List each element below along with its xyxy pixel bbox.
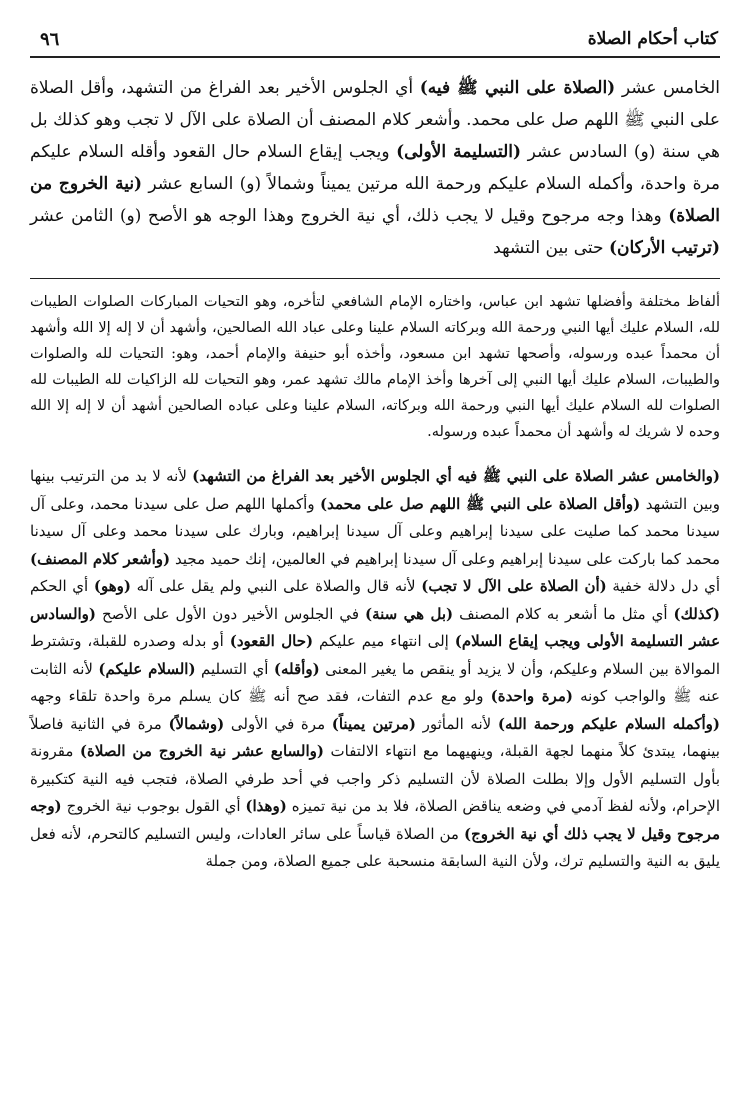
commentary-bold: (والخامس عشر الصلاة على النبي ﷺ فيه أي الجلوس الأخير بعد الفراغ من التشهد): [192, 467, 721, 485]
commentary-segment: لأنه المأثور: [415, 714, 498, 733]
running-title: كتاب أحكام الصلاة: [587, 29, 718, 49]
main-text-bold: (التسليمة الأولى): [396, 142, 522, 162]
commentary-segment: أي القول بوجوب نية الخروج: [61, 797, 246, 815]
commentary-bold: (بل هي سنة): [365, 604, 454, 623]
commentary-bold: (وأقله): [273, 659, 320, 678]
main-text-segment: حتى بين التشهد: [493, 238, 609, 258]
commentary-segment: وأكملها اللهم صل على سيدنا محمد، وعلى آل سيدنا محمد كما صليت على سيدنا إبراهيم وعلى آل سيدنا إبراهيم، وبارك على سيدنا محمد وعلى آل سيدنا محمد كما باركت على سيدنا إبراهيم وعلى آل سيدنا إبراهيم في العالمين، إنك حميد مجيد: [30, 494, 720, 568]
commentary-bold: (والسابع عشر نية الخروج من الصلاة): [79, 742, 324, 760]
commentary-segment: أو بدله وصدره للقبلة، وتشترط الموالاة بين السلام وعليكم، وأن لا يزيد أو ينقص ما يغير المعنى: [30, 632, 720, 678]
commentary-bold: (كذلك): [673, 604, 720, 623]
commentary-bold: (السلام عليكم): [98, 659, 196, 678]
commentary-bold: (وهذا): [245, 797, 287, 815]
commentary-segment: ولو مع عدم التفات، فقد صح أنه ﷺ كان يسلم مرة واحدة تلقاء وجهه: [30, 687, 491, 705]
main-text-bold: (ترتيب الأركان): [608, 238, 720, 258]
book-page: [30, 22, 720, 1092]
commentary-bold: (وأكمله السلام عليكم ورحمة الله): [497, 714, 720, 733]
main-text: [30, 72, 720, 264]
main-text-bold: (نية الخروج من الصلاة): [30, 174, 720, 226]
commentary-segment: في الجلوس الأخير دون الأول على الأصح: [96, 604, 365, 623]
page-number: ٩٦: [40, 28, 60, 50]
commentary-bold: (مرتين يميناً): [331, 714, 416, 733]
commentary-text: [30, 463, 720, 876]
commentary-segment: من الصلاة قياساً على سائر العادات، وليس التسليم كالتحرم، لأنه فعل يليق به النية والتسليم ترك، ولأن النية السابقة منسحبة على جميع الصلاة، ومن جملة: [30, 824, 720, 870]
commentary-segment: مقرونة بأول التسليم الأول وإلا بطلت الصلاة لأن التسليم ذكر واجب في أحد طرفي الصلاة، فتجب فيه النية كتكبيرة الإحرام، ولأنه لفظ آدمي في وضعه يناقض الصلاة، فلا بد من نية تميزه: [30, 742, 720, 815]
page-header: [30, 22, 720, 58]
main-text-segment: الخامس عشر: [615, 78, 720, 98]
commentary-segment: لأنه لا بد من الترتيب بينها وبين التشهد: [30, 467, 720, 513]
commentary-bold: (وهو): [93, 577, 131, 595]
commentary-segment: أي دل دلالة خفية: [606, 577, 720, 595]
commentary-bold: (وجه مرجوح وقيل لا يجب ذلك أي نية الخروج): [30, 797, 720, 843]
commentary-segment: أي الحكم: [30, 577, 94, 595]
main-text-paragraph: [30, 72, 720, 264]
commentary-bold: (حال القعود): [229, 632, 314, 650]
footnote-separator: [30, 278, 720, 279]
commentary-bold: (والسادس عشر التسليمة الأولى ويجب إيقاع السلام): [30, 604, 721, 650]
commentary-segment: أي مثل ما أشعر به كلام المصنف: [453, 604, 674, 623]
commentary-segment: إلى انتهاء ميم عليكم: [313, 632, 455, 650]
commentary-bold: (وأقل الصلاة على النبي ﷺ اللهم صل على محمد): [320, 494, 641, 513]
commentary-segment: لأنه قال والصلاة على النبي ولم يقل على آله: [130, 577, 422, 595]
main-text-segment: أي الجلوس الأخير بعد الفراغ من التشهد، وأقل الصلاة على النبي ﷺ اللهم صل على محمد. وأشعر كلام المصنف أن الصلاة على الآل لا تجب وهو كذلك بل هي سنة (و) السادس عشر: [30, 78, 720, 162]
commentary-segment: مرة في الثانية فاصلاً بينهما، يبتدئ كلاً منهما لجهة القبلة، وينهيهما مع انتهاء الالتفات: [30, 714, 720, 760]
commentary-segment: مرة في الأولى: [224, 714, 332, 733]
commentary-bold: (وشمالاً): [168, 714, 225, 733]
main-text-segment: ويجب إيقاع السلام حال القعود وأقله السلام عليكم مرة واحدة، وأكمله السلام عليكم ورحمة الله مرتين يميناً وشمالاً (و) السابع عشر: [30, 142, 720, 194]
main-text-bold: (الصلاة على النبي ﷺ فيه): [419, 78, 616, 98]
commentary-bold: (وأشعر كلام المصنف): [30, 549, 171, 568]
commentary-segment: أي التسليم: [195, 659, 274, 678]
commentary-bold: (مرة واحدة): [490, 687, 573, 705]
commentary-paragraph: [30, 463, 720, 876]
commentary-segment: لأنه الثابت عنه ﷺ والواجب كونه: [30, 659, 720, 705]
footnote: [30, 289, 720, 445]
commentary-bold: (أن الصلاة على الآل لا تجب): [421, 577, 607, 595]
main-text-segment: وهذا وجه مرجوح وقيل لا يجب ذلك، أي نية الخروج وهذا الوجه هو الأصح (و) الثامن عشر: [30, 206, 669, 226]
footnote-text: ألفاظ مختلفة وأفضلها تشهد ابن عباس، واختاره الإمام الشافعي لتأخره، وهو التحيات المباركات الصلوات الطيبات لله، السلام عليك أيها النبي ورحمة الله وبركاته السلام علينا وعلى عباد الله الصالحين، وأشهد أن لا إله إلا الله وأشهد أن محمداً عبده ورسوله، وأصحها تشهد ابن مسعود، وأخذه أبو حنيفة والإمام أحمد، وهو: التحيات لله والصلوات والطيبات، السلام عليك أيها النبي إلى آخرها وأخذ الإمام مالك تشهد عمر، وهو التحيات لله الزاكيات لله الطيبات لله الصلوات لله السلام عليك أيها النبي ورحمة الله وبركاته، السلام علينا وعلى عباده الصالحين أشهد أن لا إله إلا الله وحده لا شريك له وأشهد أن محمداً عبده ورسوله.: [30, 294, 720, 440]
